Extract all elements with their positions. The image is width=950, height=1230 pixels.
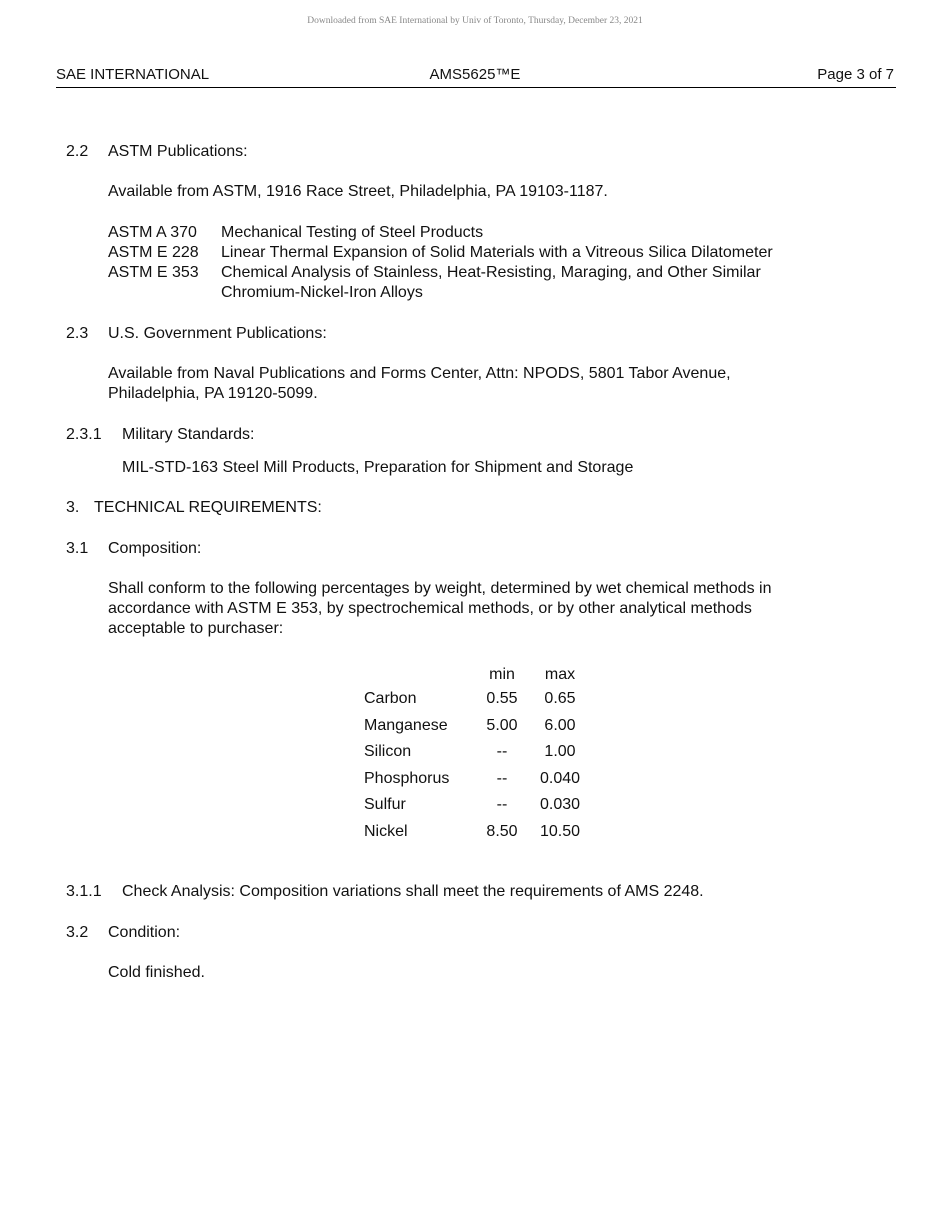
section-3-title: TECHNICAL REQUIREMENTS: bbox=[94, 499, 322, 516]
composition-text-line-2: accordance with ASTM E 353, by spectrochemical methods, or by other analytical methods bbox=[108, 600, 752, 617]
column-header-max: max bbox=[544, 666, 576, 683]
section-3-number: 3. bbox=[66, 499, 80, 516]
table-row bbox=[360, 686, 592, 713]
military-standard-reference: MIL-STD-163 Steel Mill Products, Preparation for Shipment and Storage bbox=[122, 459, 634, 476]
element-max: 0.030 bbox=[539, 796, 581, 814]
element-max: 10.50 bbox=[539, 822, 581, 840]
section-3-1-number: 3.1 bbox=[66, 540, 89, 557]
element-min: 8.50 bbox=[486, 822, 518, 840]
element-min: -- bbox=[496, 743, 508, 761]
section-2-3-availability-cont: Philadelphia, PA 19120-5099. bbox=[108, 385, 318, 402]
column-header-min: min bbox=[489, 666, 515, 683]
reference-id: ASTM E 353 bbox=[108, 264, 199, 281]
element-name: Carbon bbox=[364, 690, 417, 708]
header-rule bbox=[56, 87, 896, 88]
section-2-3-availability: Available from Naval Publications and Forms Center, Attn: NPODS, 5801 Tabor Avenue, bbox=[108, 365, 731, 382]
element-name: Nickel bbox=[364, 822, 408, 840]
composition-text-line-1: Shall conform to the following percentages by weight, determined by wet chemical methods in bbox=[108, 580, 772, 597]
section-2-2-number: 2.2 bbox=[66, 143, 89, 160]
section-3-1-1-number: 3.1.1 bbox=[66, 883, 102, 900]
reference-title: Mechanical Testing of Steel Products bbox=[221, 224, 484, 241]
section-3-2-number: 3.2 bbox=[66, 924, 89, 941]
reference-title: Linear Thermal Expansion of Solid Materials with a Vitreous Silica Dilatometer bbox=[221, 244, 773, 261]
header-page-number: Page 3 of 7 bbox=[817, 66, 894, 83]
element-max: 6.00 bbox=[544, 716, 576, 734]
section-2-3-1-title: Military Standards: bbox=[122, 426, 255, 443]
element-max: 0.040 bbox=[539, 769, 581, 787]
composition-text-line-3: acceptable to purchaser: bbox=[108, 620, 284, 637]
element-name: Phosphorus bbox=[364, 769, 450, 787]
reference-title: Chemical Analysis of Stainless, Heat-Resisting, Maraging, and Other Similar bbox=[221, 264, 761, 281]
table-row bbox=[360, 819, 592, 846]
element-min: 5.00 bbox=[486, 716, 518, 734]
reference-id: ASTM E 228 bbox=[108, 244, 199, 261]
section-2-2-title: ASTM Publications: bbox=[108, 143, 248, 160]
section-2-2-availability: Available from ASTM, 1916 Race Street, Philadelphia, PA 19103-1187. bbox=[108, 183, 608, 200]
composition-table-header bbox=[360, 664, 592, 686]
table-row bbox=[360, 739, 592, 766]
element-name: Silicon bbox=[364, 743, 412, 761]
table-row bbox=[360, 766, 592, 793]
section-3-1-title: Composition: bbox=[108, 540, 202, 557]
element-min: 0.55 bbox=[486, 690, 518, 708]
element-name: Sulfur bbox=[364, 796, 406, 814]
composition-table bbox=[360, 664, 592, 845]
reference-title-continued: Chromium-Nickel-Iron Alloys bbox=[221, 284, 423, 301]
header-publisher: SAE INTERNATIONAL bbox=[56, 66, 210, 83]
condition-text: Cold finished. bbox=[108, 964, 205, 981]
reference-id: ASTM A 370 bbox=[108, 224, 197, 241]
section-2-3-title: U.S. Government Publications: bbox=[108, 325, 327, 342]
section-3-2-title: Condition: bbox=[108, 924, 181, 941]
element-max: 1.00 bbox=[544, 743, 576, 761]
table-row bbox=[360, 792, 592, 819]
table-row bbox=[360, 713, 592, 740]
section-2-3-1-number: 2.3.1 bbox=[66, 426, 102, 443]
element-min: -- bbox=[496, 769, 508, 787]
element-min: -- bbox=[496, 796, 508, 814]
element-max: 0.65 bbox=[544, 690, 576, 708]
section-2-3-number: 2.3 bbox=[66, 325, 89, 342]
element-name: Manganese bbox=[364, 716, 448, 734]
header-document-id: AMS5625™E bbox=[429, 66, 521, 83]
download-watermark: Downloaded from SAE International by Univ of Toronto, Thursday, December 23, 2021 bbox=[307, 16, 643, 26]
check-analysis-text: Check Analysis: Composition variations shall meet the requirements of AMS 2248. bbox=[122, 883, 704, 900]
